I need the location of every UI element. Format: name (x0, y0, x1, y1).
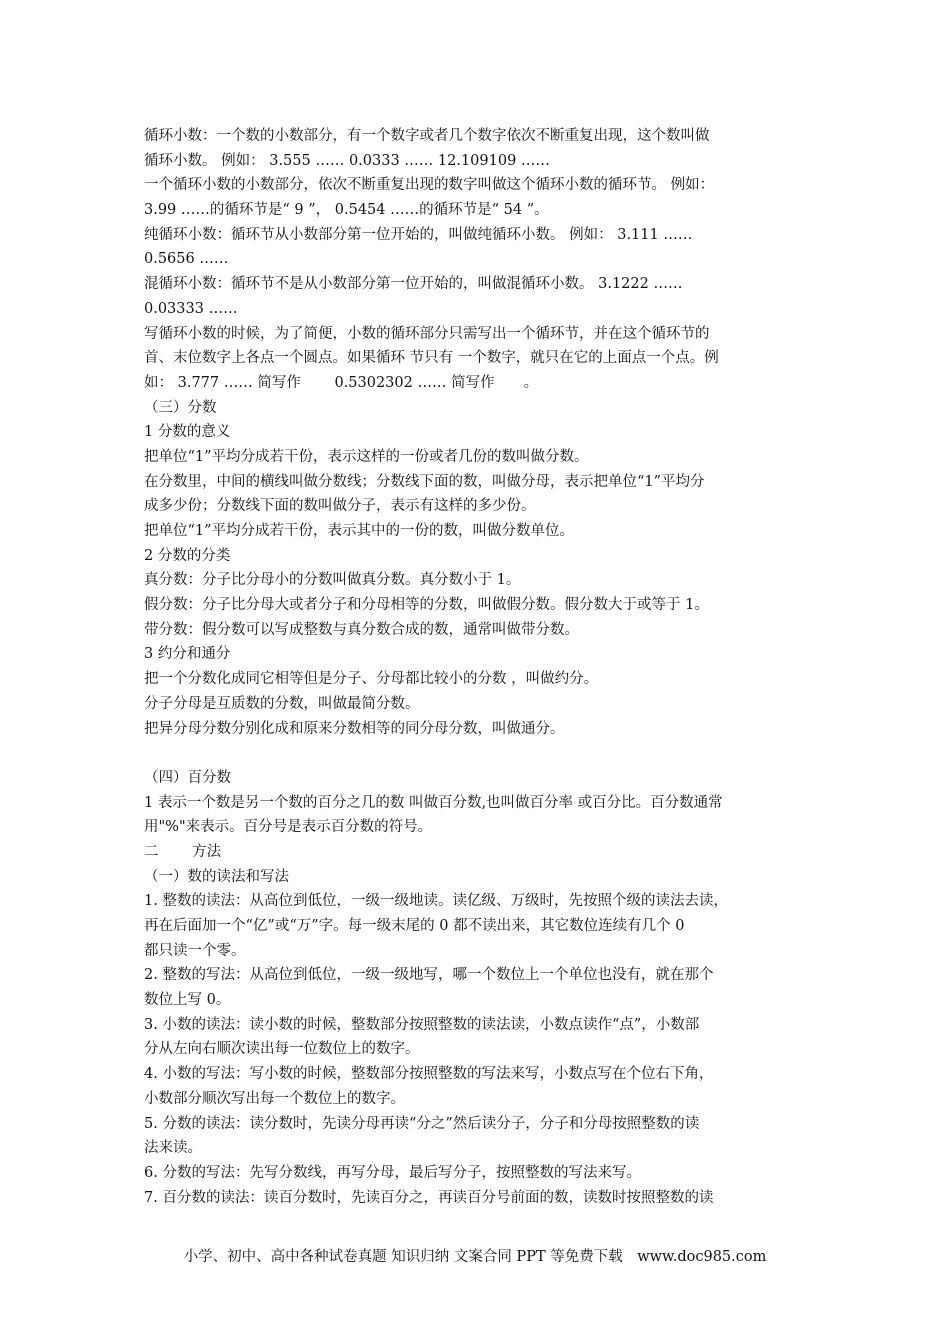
text-line: 5. 分数的读法：读分数时，先读分母再读“分之”然后读分子，分子和分母按照整数的读 (144, 1115, 700, 1132)
text-line: 循环小数。 例如： 3.555 …… 0.0333 …… 12.109109 …… (144, 152, 550, 169)
text-line: 首、末位数字上各点一个圆点。如果循环 节只有 一个数字，就只在它的上面点一个点。例 (144, 350, 719, 367)
text-line: 3 约分和通分 (144, 646, 231, 663)
text-line: 分子分母是互质数的分数，叫做最简分数。 (144, 695, 420, 712)
text-line: 真分数：分子比分母小的分数叫做真分数。真分数小于 1。 (144, 572, 521, 589)
text-line: 混循环小数：循环节不是从小数部分第一位开始的，叫做混循环小数。 3.1222 …… (144, 276, 683, 293)
text-line: 把单位“1”平均分成若干份，表示其中的一份的数，叫做分数单位。 (144, 523, 575, 539)
text-line: 0.5656 …… (144, 251, 229, 268)
text-line: 如： 3.777 …… 简写作 0.5302302 …… 简写作 。 (144, 374, 539, 391)
text-line: 带分数：假分数可以写成整数与真分数合成的数，通常叫做带分数。 (144, 621, 579, 638)
text-line: 1 表示一个数是另一个数的百分之几的数 叫做百分数,也叫做百分率 或百分比。百分数通常 (144, 794, 723, 811)
page-footer: 小学、初中、高中各种试卷真题 知识归纳 文案合同 PPT 等免费下载 www.doc985.com (183, 1249, 767, 1265)
text-line: 分从左向右顺次读出每一位数位上的数字。 (144, 1041, 420, 1058)
text-line: 3. 小数的读法：读小数的时候，整数部分按照整数的读法读，小数点读作“点”，小数部 (144, 1016, 700, 1033)
text-line: 把异分母分数分别化成和原来分数相等的同分母分数，叫做通分。 (144, 720, 565, 737)
text-line: （一）数的读法和写法 (144, 868, 289, 885)
text-line: 7. 百分数的读法：读百分数时，先读百分之，再读百分号前面的数，读数时按照整数的读 (144, 1189, 714, 1206)
text-line: 2. 整数的写法：从高位到低位，一级一级地写，哪一个数位上一个单位也没有，就在那个 (144, 967, 714, 984)
text-line: 一个循环小数的小数部分，依次不断重复出现的数字叫做这个循环小数的循环节。 例如： (144, 177, 715, 194)
text-line: 0.03333 …… (144, 300, 238, 317)
text-line: 二 方法 (144, 843, 222, 860)
text-line: 假分数：分子比分母大或者分子和分母相等的分数，叫做假分数。假分数大于或等于 1。 (144, 597, 709, 614)
text-line: 在分数里，中间的横线叫做分数线；分数线下面的数，叫做分母，表示把单位“1”平均分 (144, 473, 705, 490)
blank-line (144, 741, 808, 766)
text-line: 1. 整数的读法：从高位到低位，一级一级地读。读亿级、万级时，先按照个级的读法去读， (144, 893, 728, 910)
text-line: 用"%"来表示。百分号是表示百分数的符号。 (144, 819, 433, 836)
text-line: 法来读。 (144, 1140, 202, 1157)
text-line: 2 分数的分类 (144, 547, 231, 564)
text-line: 3.99 ……的循环节是“ 9 ”， 0.5454 ……的循环节是“ 54 ”。 (144, 202, 549, 219)
text-line: 数位上写 0。 (144, 992, 231, 1009)
text-line: 小数部分顺次写出每一个数位上的数字。 (144, 1090, 405, 1107)
text-line: 6. 分数的写法：先写分数线，再写分母，最后写分子，按照整数的写法来写。 (144, 1164, 641, 1181)
text-line: 再在后面加一个“亿”或“万”字。每一级末尾的 0 都不读出来，其它数位连续有几个 0 (144, 918, 685, 934)
text-line: （三）分数 (144, 399, 217, 416)
text-line: （四）百分数 (144, 769, 231, 786)
text-line: 纯循环小数：循环节从小数部分第一位开始的，叫做纯循环小数。 例如： 3.111 …… (144, 226, 693, 243)
text-line: 把一个分数化成同它相等但是分子、分母都比较小的分数 ，叫做约分。 (144, 671, 599, 688)
text-line: 4. 小数的写法：写小数的时候，整数部分按照整数的写法来写，小数点写在个位右下角， (144, 1066, 714, 1083)
text-line: 循环小数：一个数的小数部分，有一个数字或者几个数字依次不断重复出现，这个数叫做 (144, 128, 710, 144)
text-line: 都只读一个零。 (144, 942, 246, 959)
document-body (144, 124, 808, 1210)
text-line: 成多少份；分数线下面的数叫做分子，表示有这样的多少份。 (144, 498, 536, 515)
text-line: 把单位“1”平均分成若干份，表示这样的一份或者几份的数叫做分数。 (144, 448, 589, 465)
text-line: 写循环小数的时候，为了简便，小数的循环部分只需写出一个循环节，并在这个循环节的 (144, 325, 710, 342)
text-line: 1 分数的意义 (144, 424, 231, 441)
